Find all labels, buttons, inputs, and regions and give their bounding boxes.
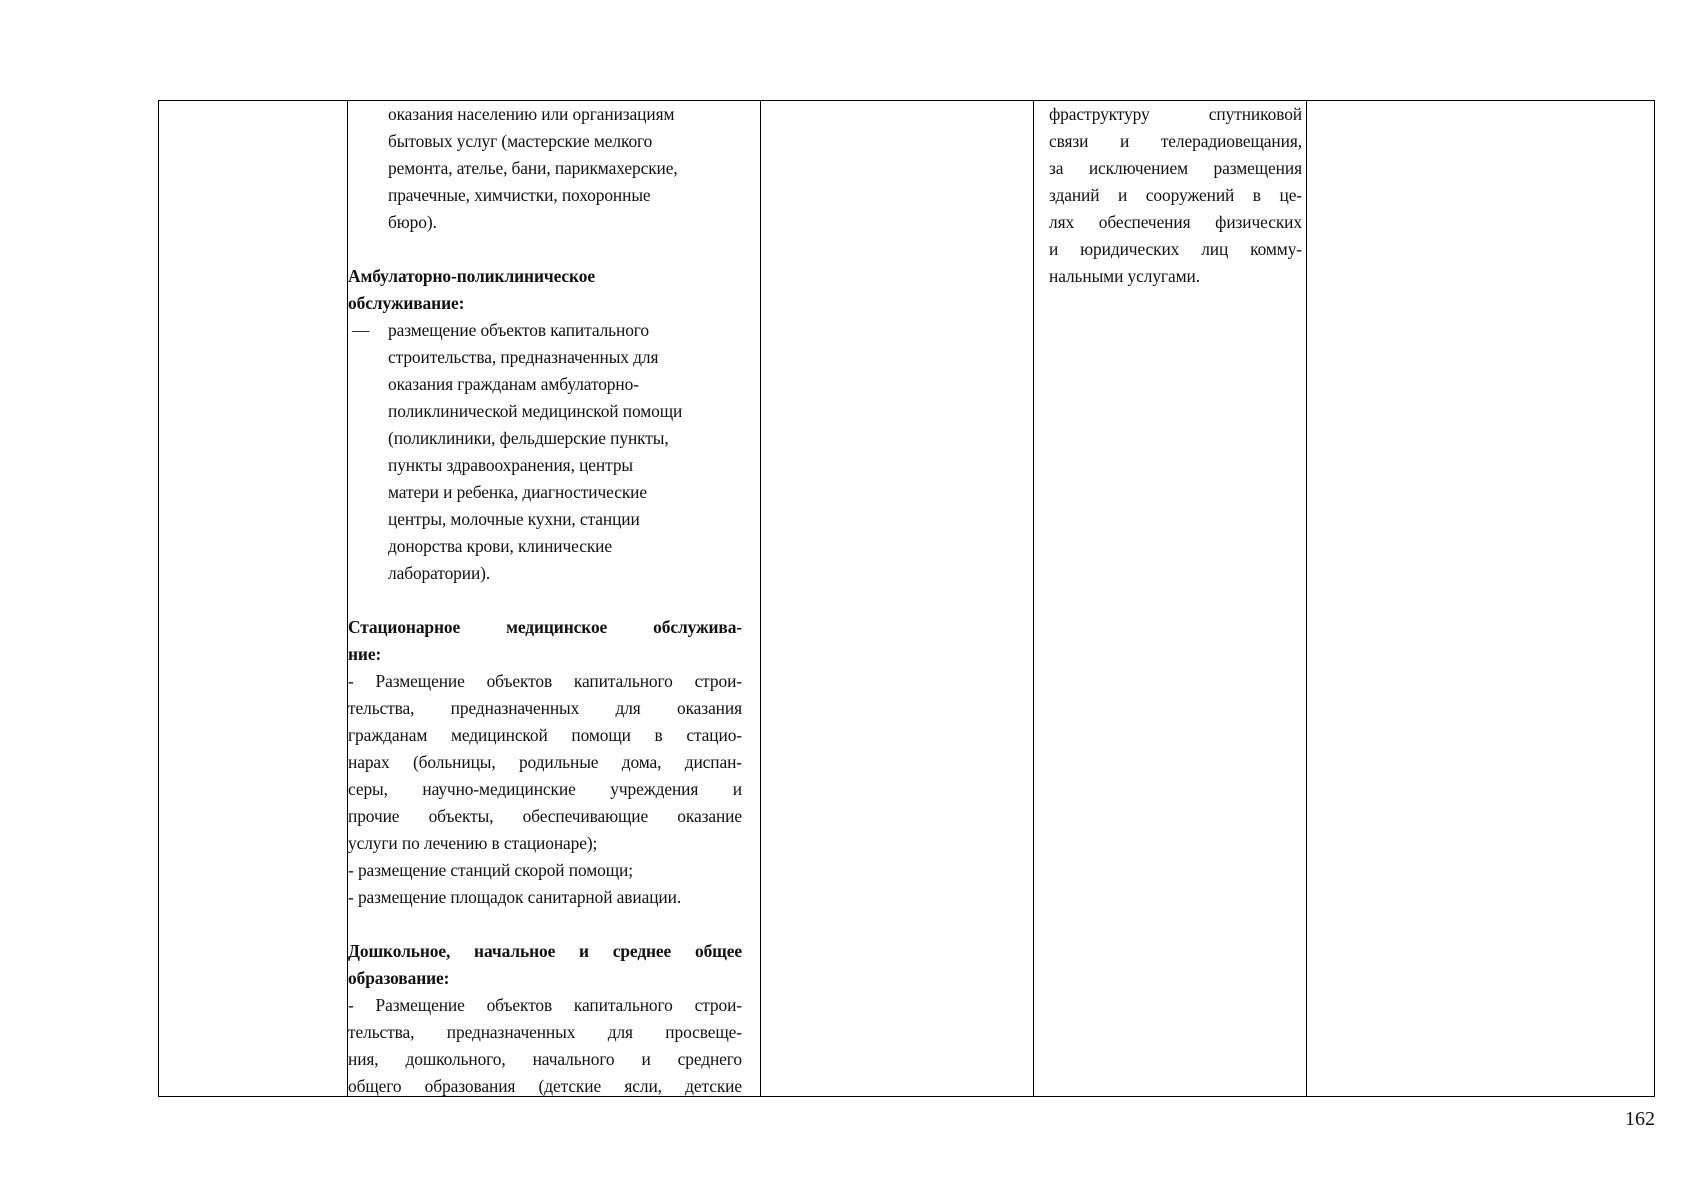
paragraph-gap xyxy=(348,236,742,263)
text-line: поликлинической медицинской помощи xyxy=(388,401,683,421)
document-table xyxy=(158,100,1655,1097)
text-line: - Размещение объектов капитального строи- xyxy=(348,671,742,691)
text-line: оказания населению или организациям xyxy=(388,104,675,124)
text-line: размещение объектов капитального xyxy=(388,320,649,340)
text-line: тельства, предназначенных для просвеще- xyxy=(348,1022,742,1042)
text-line: гражданам медицинской помощи в стацио- xyxy=(348,725,742,745)
text-line: фраструктуру спутниковой xyxy=(1049,104,1302,124)
text-line: зданий и сооружений в це- xyxy=(1049,185,1302,205)
text-line: (поликлиники, фельдшерские пункты, xyxy=(388,428,669,448)
text-line: центры, молочные кухни, станции xyxy=(388,509,640,529)
text-line: лаборатории). xyxy=(388,563,491,583)
text-line: ния, дошкольного, начального и среднего xyxy=(348,1049,742,1069)
text-line: нарах (больницы, родильные дома, диспан- xyxy=(348,752,742,772)
section-heading: образование: xyxy=(348,968,450,988)
bullet-item xyxy=(348,317,742,344)
paragraph-gap xyxy=(348,587,742,614)
use-description-cell xyxy=(348,101,742,1100)
text-line: связи и телерадиовещания, xyxy=(1049,131,1302,151)
text-line: прачечные, химчистки, похоронные xyxy=(388,185,651,205)
column-divider-2 xyxy=(760,101,761,1096)
text-line: пункты здравоохранения, центры xyxy=(388,455,633,475)
text-line: за исключением размещения xyxy=(1049,158,1302,178)
section-heading: ние: xyxy=(348,644,382,664)
text-line: прочие объекты, обеспечивающие оказание xyxy=(348,806,742,826)
text-line: - Размещение объектов капитального строи- xyxy=(348,995,742,1015)
column-divider-3 xyxy=(1033,101,1034,1096)
text-line: - размещение станций скорой помощи; xyxy=(348,860,633,880)
section-heading: обслуживание: xyxy=(348,293,465,313)
text-line: бюро). xyxy=(388,212,437,232)
section-heading: Амбулаторно-поликлиническое xyxy=(348,266,595,286)
column-divider-4 xyxy=(1306,101,1307,1096)
text-line: и юридических лиц комму- xyxy=(1049,239,1302,259)
text-line: - размещение площадок санитарной авиации. xyxy=(348,887,682,907)
text-line: услуги по лечению в стационаре); xyxy=(348,833,598,853)
dash-bullet-icon: — xyxy=(352,320,370,340)
text-line: тельства, предназначенных для оказания xyxy=(348,698,742,718)
text-line: ремонта, ателье, бани, парикмахерские, xyxy=(388,158,678,178)
text-line: общего образования (детские ясли, детские xyxy=(348,1076,742,1096)
text-line: серы, научно-медицинские учреждения и xyxy=(348,779,742,799)
paragraph-gap xyxy=(348,911,742,938)
page-number: 162 xyxy=(1625,1108,1655,1130)
restrictions-cell xyxy=(1049,101,1302,290)
text-line: оказания гражданам амбулаторно- xyxy=(388,374,639,394)
section-heading: Дошкольное, начальное и среднее общее xyxy=(348,941,742,961)
text-line: нальными услугами. xyxy=(1049,266,1200,286)
text-line: донорства крови, клинические xyxy=(388,536,613,556)
text-line: лях обеспечения физических xyxy=(1049,212,1302,232)
section-heading: Стационарное медицинское обслужива- xyxy=(348,617,742,637)
text-line: строительства, предназначенных для xyxy=(388,347,659,367)
text-line: бытовых услуг (мастерские мелкого xyxy=(388,131,653,151)
text-line: матери и ребенка, диагностические xyxy=(388,482,647,502)
